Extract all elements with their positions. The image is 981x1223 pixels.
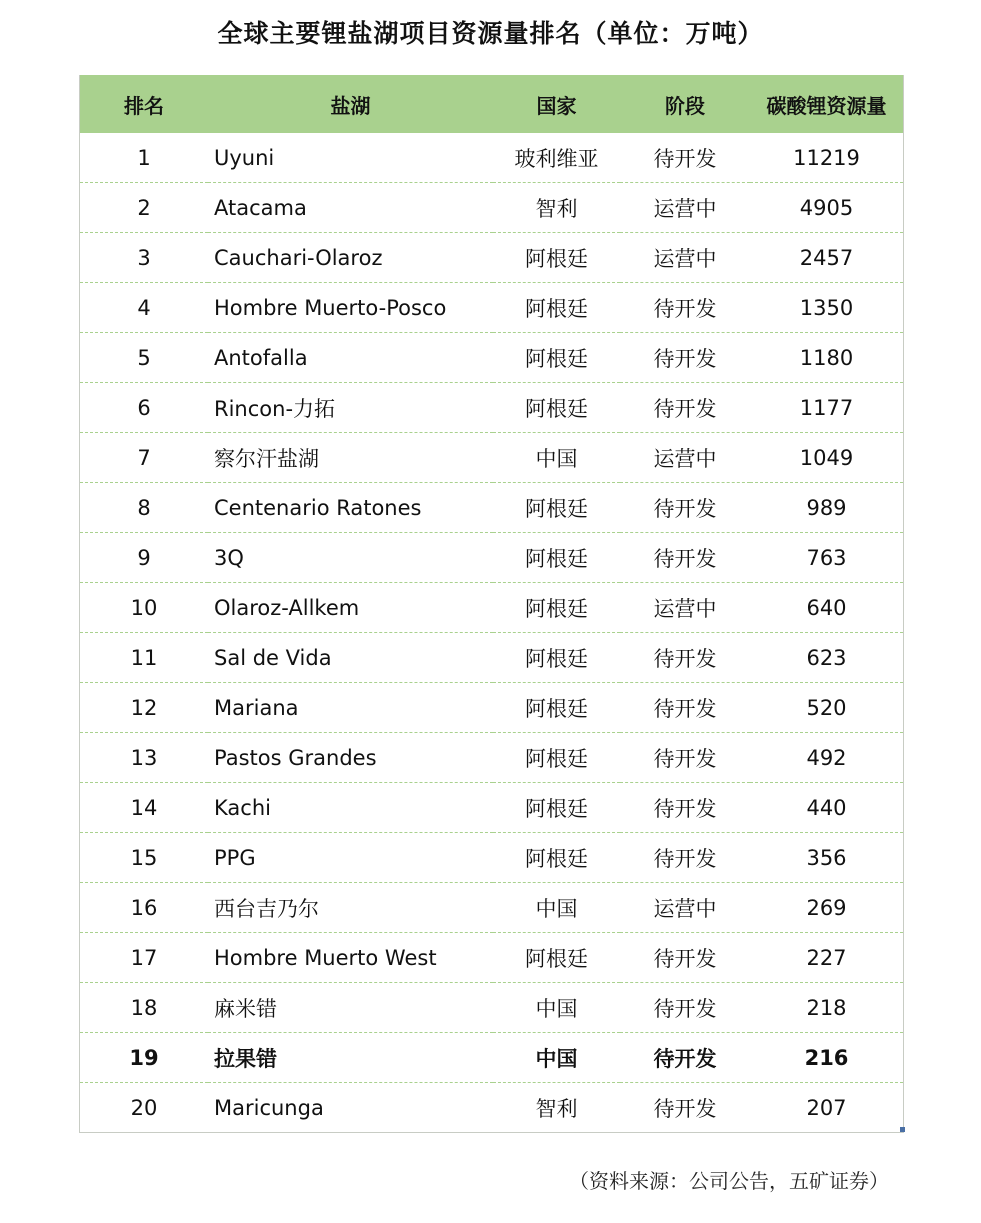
cell-country: 玻利维亚 <box>493 133 620 183</box>
cell-stage: 运营中 <box>620 883 750 933</box>
cell-lake: 拉果错 <box>208 1033 493 1083</box>
cell-stage: 待开发 <box>620 633 750 683</box>
cell-resource: 1350 <box>750 283 903 333</box>
cell-lake: Maricunga <box>214 1095 324 1120</box>
cell-stage: 待开发 <box>620 683 750 733</box>
header-row <box>80 75 903 133</box>
cell-lake: 察尔汗盐湖 <box>208 433 493 483</box>
table-row <box>80 233 903 283</box>
cell-stage: 待开发 <box>620 833 750 883</box>
cell-stage: 待开发 <box>620 133 750 183</box>
cell-resource: 11219 <box>750 133 903 183</box>
table-row <box>80 983 903 1033</box>
cell-country: 智利 <box>535 1096 578 1121</box>
cell-stage: 待开发 <box>653 1096 717 1121</box>
cell-country: 阿根廷 <box>493 683 620 733</box>
cell-resource: 269 <box>750 883 903 933</box>
cell-rank: 13 <box>80 733 208 783</box>
cell-lake: Sal de Vida <box>208 633 493 683</box>
ranking-table <box>80 75 903 1132</box>
cell-lake: Hombre Muerto West <box>208 933 493 983</box>
cell-stage: 待开发 <box>620 533 750 583</box>
cell-stage: 待开发 <box>620 733 750 783</box>
cell-stage: 运营中 <box>620 583 750 633</box>
table-row <box>80 383 903 433</box>
cell-resource: 207 <box>806 1095 847 1120</box>
cell-lake: 西台吉乃尔 <box>208 883 493 933</box>
cell-lake: Cauchari-Olaroz <box>208 233 493 283</box>
cell-stage: 运营中 <box>620 233 750 283</box>
cell-rank: 3 <box>80 233 208 283</box>
cell-resource: 623 <box>750 633 903 683</box>
cell-resource: 440 <box>750 783 903 833</box>
cell-resource: 520 <box>750 683 903 733</box>
table-row <box>80 683 903 733</box>
table-row <box>80 433 903 483</box>
cell-country: 中国 <box>493 433 620 483</box>
table-row <box>80 133 903 183</box>
cell-stage: 待开发 <box>620 1033 750 1083</box>
cell-lake: Pastos Grandes <box>208 733 493 783</box>
cell-resource: 227 <box>750 933 903 983</box>
cell-rank: 9 <box>80 533 208 583</box>
table-row <box>80 1083 903 1133</box>
table-row <box>80 733 903 783</box>
header-stage: 阶段 <box>665 93 705 118</box>
cell-country: 阿根廷 <box>493 833 620 883</box>
cell-rank: 20 <box>130 1095 158 1120</box>
cell-resource: 356 <box>750 833 903 883</box>
cell-country: 智利 <box>493 183 620 233</box>
cell-lake: 3Q <box>208 533 493 583</box>
cell-lake: Atacama <box>208 183 493 233</box>
cell-resource: 492 <box>750 733 903 783</box>
cell-country: 阿根廷 <box>493 333 620 383</box>
cell-stage: 待开发 <box>620 783 750 833</box>
cell-resource: 763 <box>750 533 903 583</box>
cell-rank: 7 <box>80 433 208 483</box>
cell-country: 阿根廷 <box>493 233 620 283</box>
cell-rank: 1 <box>80 133 208 183</box>
cell-resource: 4905 <box>750 183 903 233</box>
cell-country: 阿根廷 <box>493 383 620 433</box>
table-body <box>80 133 903 1132</box>
cell-country: 阿根廷 <box>493 283 620 333</box>
table-row <box>80 283 903 333</box>
cell-lake: Uyuni <box>208 133 493 183</box>
table-row <box>80 483 903 533</box>
header-resource: 碳酸锂资源量 <box>766 93 887 118</box>
cell-resource: 1177 <box>750 383 903 433</box>
cell-stage: 待开发 <box>620 283 750 333</box>
table-row <box>80 183 903 233</box>
cell-lake: Olaroz-Allkem <box>208 583 493 633</box>
cell-lake: Rincon-力拓 <box>208 383 493 433</box>
cell-lake: Antofalla <box>208 333 493 383</box>
cell-rank: 4 <box>80 283 208 333</box>
header-lake: 盐湖 <box>330 93 371 118</box>
table-header <box>80 75 903 133</box>
source-note: （资料来源：公司公告，五矿证券） <box>569 1169 889 1193</box>
resize-handle-icon <box>900 1127 905 1132</box>
cell-country: 中国 <box>493 1033 620 1083</box>
cell-resource: 640 <box>750 583 903 633</box>
cell-stage: 待开发 <box>620 983 750 1033</box>
cell-rank: 18 <box>80 983 208 1033</box>
cell-rank: 10 <box>80 583 208 633</box>
cell-stage: 待开发 <box>620 333 750 383</box>
cell-resource: 218 <box>750 983 903 1033</box>
cell-country: 中国 <box>493 983 620 1033</box>
cell-rank: 2 <box>80 183 208 233</box>
cell-rank: 19 <box>80 1033 208 1083</box>
table-row <box>80 833 903 883</box>
cell-resource: 1180 <box>750 333 903 383</box>
ranking-table-container <box>79 75 904 1133</box>
cell-rank: 16 <box>80 883 208 933</box>
cell-country: 阿根廷 <box>493 583 620 633</box>
cell-lake: Hombre Muerto-Posco <box>208 283 493 333</box>
cell-rank: 11 <box>80 633 208 683</box>
cell-rank: 6 <box>80 383 208 433</box>
cell-lake: 麻米错 <box>208 983 493 1033</box>
cell-country: 阿根廷 <box>493 533 620 583</box>
table-row-highlighted <box>80 1033 903 1083</box>
cell-stage: 待开发 <box>620 383 750 433</box>
cell-stage: 待开发 <box>620 933 750 983</box>
table-row <box>80 633 903 683</box>
cell-rank: 5 <box>80 333 208 383</box>
table-row <box>80 883 903 933</box>
table-row <box>80 933 903 983</box>
cell-rank: 12 <box>80 683 208 733</box>
header-rank: 排名 <box>124 93 164 118</box>
cell-rank: 17 <box>80 933 208 983</box>
cell-country: 阿根廷 <box>493 783 620 833</box>
table-row <box>80 783 903 833</box>
cell-rank: 8 <box>80 483 208 533</box>
cell-lake: Kachi <box>208 783 493 833</box>
cell-rank: 14 <box>80 783 208 833</box>
cell-country: 中国 <box>493 883 620 933</box>
table-row <box>80 533 903 583</box>
cell-stage: 运营中 <box>620 183 750 233</box>
cell-resource: 2457 <box>750 233 903 283</box>
table-row <box>80 583 903 633</box>
cell-lake: PPG <box>208 833 493 883</box>
cell-rank: 15 <box>80 833 208 883</box>
cell-stage: 待开发 <box>620 483 750 533</box>
table-row <box>80 333 903 383</box>
cell-country: 阿根廷 <box>493 733 620 783</box>
cell-country: 阿根廷 <box>493 483 620 533</box>
cell-resource: 216 <box>750 1033 903 1083</box>
cell-country: 阿根廷 <box>493 933 620 983</box>
cell-lake: Mariana <box>208 683 493 733</box>
cell-stage: 运营中 <box>620 433 750 483</box>
cell-country: 阿根廷 <box>493 633 620 683</box>
cell-resource: 989 <box>750 483 903 533</box>
cell-lake: Centenario Ratones <box>208 483 493 533</box>
page-title: 全球主要锂盐湖项目资源量排名（单位：万吨） <box>217 19 764 48</box>
cell-resource: 1049 <box>750 433 903 483</box>
header-country: 国家 <box>536 93 577 118</box>
